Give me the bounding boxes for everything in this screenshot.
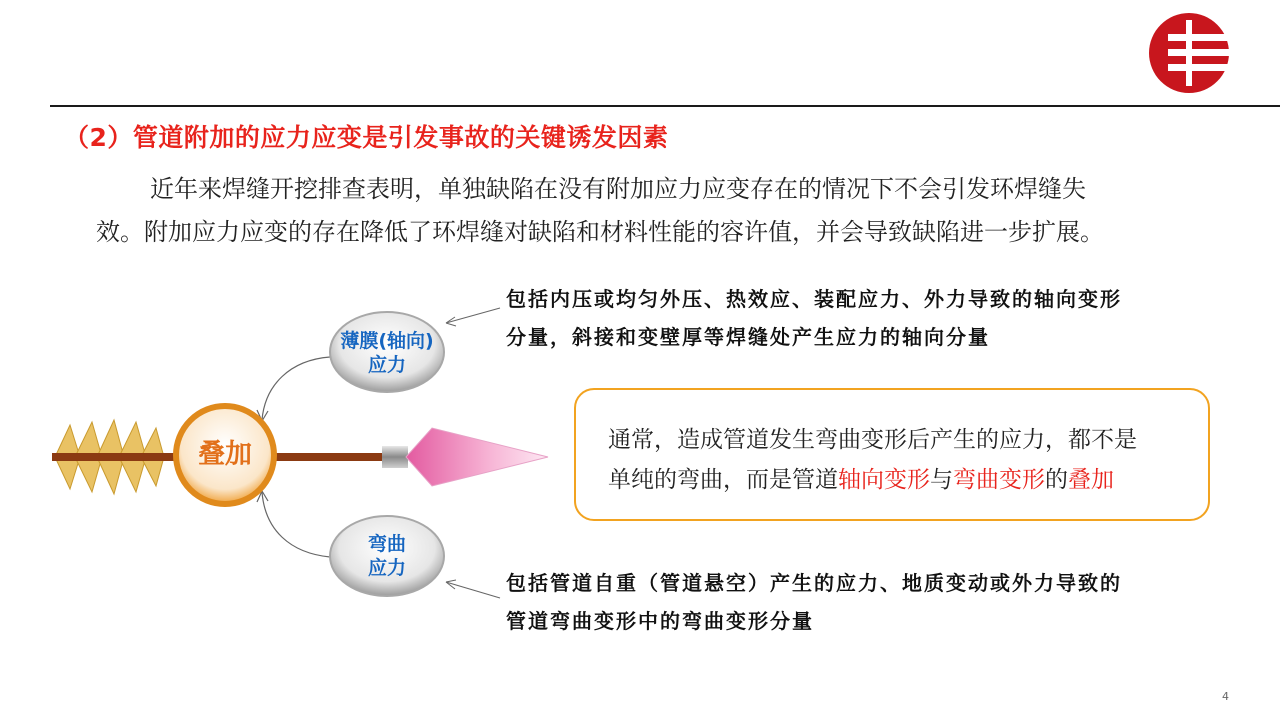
- superposition-highlight: 叠加: [1068, 467, 1114, 493]
- top-node-label: 薄膜(轴向) 应力: [340, 330, 434, 376]
- stress-superposition-diagram: [0, 250, 560, 630]
- company-logo: [1148, 12, 1230, 94]
- pointer-top-note: [446, 308, 500, 323]
- page-number: 4: [1222, 690, 1229, 703]
- summary-callout: 通常，造成管道发生弯曲变形后产生的应力，都不是 单纯的弯曲，而是管道轴向变形与弯曲变形的叠加: [574, 388, 1210, 521]
- section-heading: （2）管道附加的应力应变是引发事故的关键诱发因素: [64, 123, 669, 152]
- intro-paragraph: [96, 168, 1226, 254]
- bending-stress-note: 包括管道自重（管道悬空）产生的应力、地质变动或外力导致的 管道弯曲变形中的弯曲变形分量: [506, 571, 1122, 633]
- axial-deformation-highlight: 轴向变形: [838, 467, 930, 493]
- bending-deformation-highlight: 弯曲变形: [953, 467, 1045, 493]
- connector-bottom: [262, 492, 330, 557]
- connector-top: [262, 357, 330, 420]
- arrow-tip: [406, 428, 548, 486]
- header-divider: [50, 105, 1280, 107]
- paragraph-line-2: 效。附加应力应变的存在降低了环焊缝对缺陷和材料性能的容许值，并会导致缺陷进一步扩展。: [96, 218, 1104, 246]
- arrow-ferrule: [382, 446, 408, 468]
- bottom-node-label: 弯曲 应力: [367, 533, 406, 579]
- axial-stress-note: 包括内压或均匀外压、热效应、装配应力、外力导致的轴向变形 分量，斜接和变壁厚等焊缝处产生应力的轴向分量: [506, 287, 1122, 349]
- center-node-label: 叠加: [198, 439, 252, 470]
- paragraph-line-1: 近年来焊缝开挖排查表明，单独缺陷在没有附加应力应变存在的情况下不会引发环焊缝失: [150, 175, 1086, 203]
- pointer-bottom-note: [446, 582, 500, 598]
